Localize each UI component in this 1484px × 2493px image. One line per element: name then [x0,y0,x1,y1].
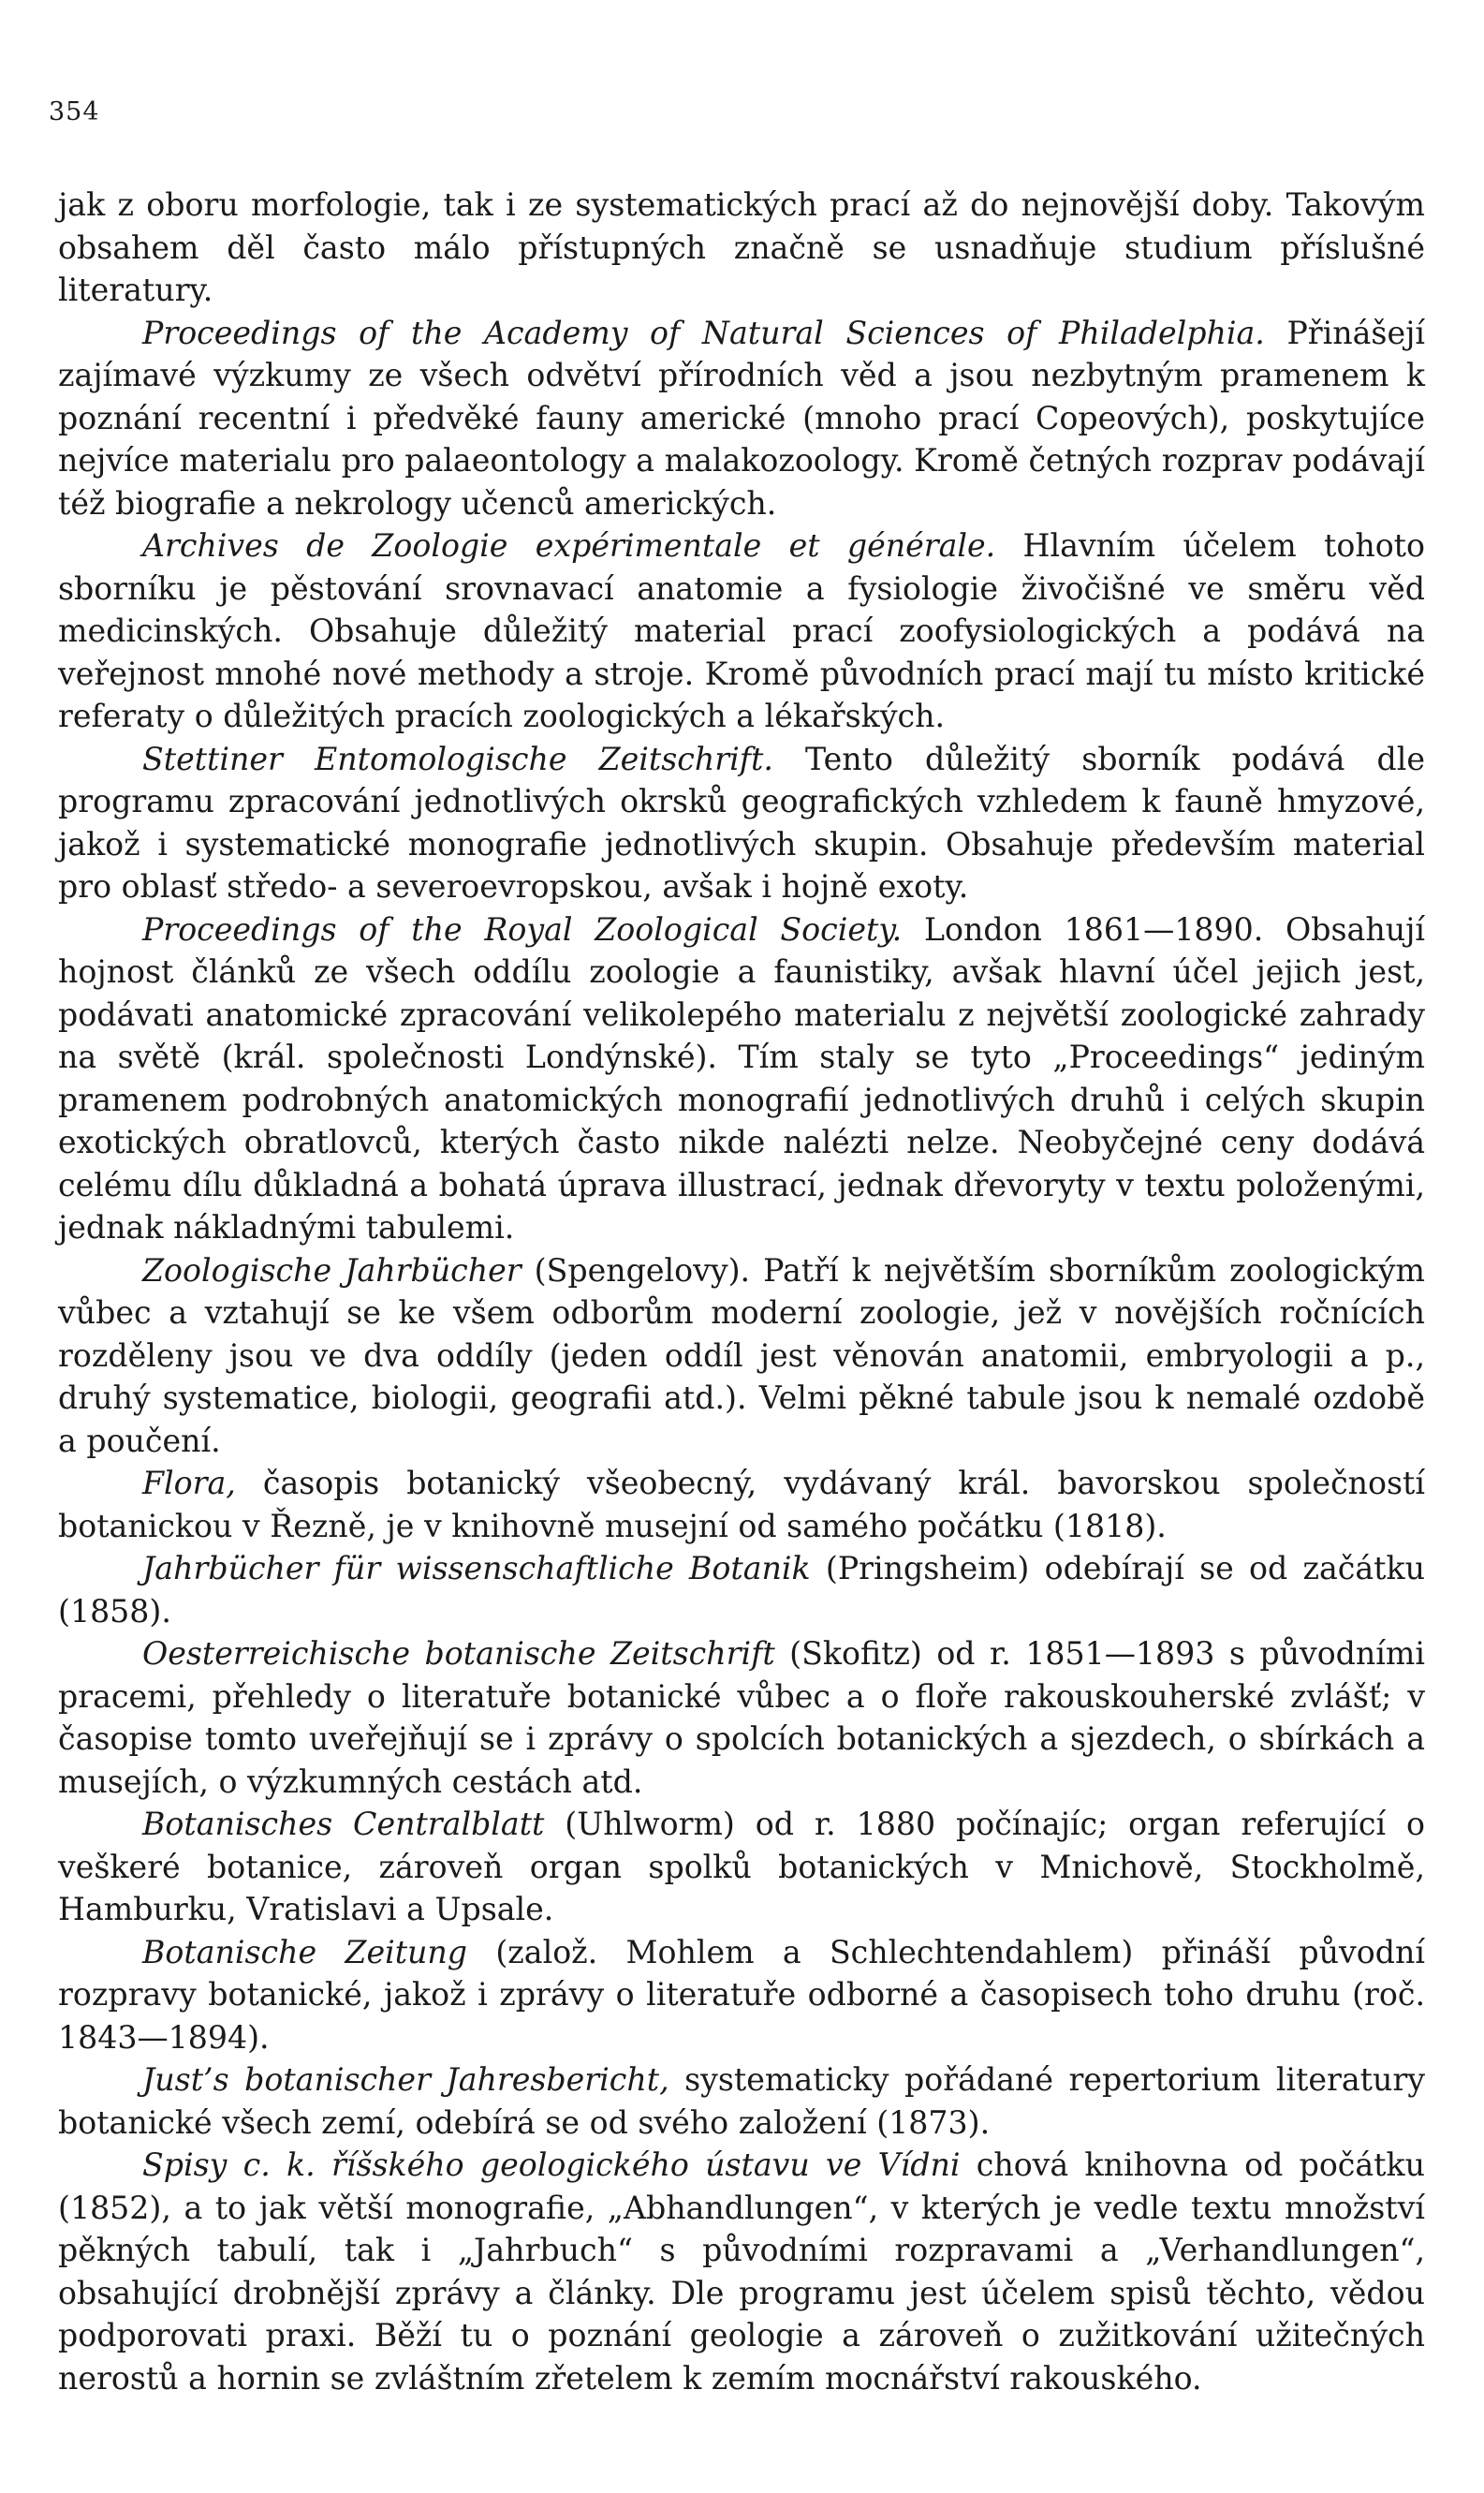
paragraph-stettiner-zeitschrift [58,738,1425,908]
paragraph-zoologische-jahrbucher [58,1249,1425,1463]
paragraph-archives-zoologie [58,524,1425,738]
paragraph-text: London 1861—1890. Obsahují hojnost článků ze všech oddílu zoologie a faunistiky, avšak hlavní účel jejich jest, podávati anatomické zpracování velikolepého materialu z největší zoologické zahrady na světě (král. společnosti Londýnské). Tím staly se tyto „Proceedings“ jediným pramenem podrobných anatomických monografií jednotlivých druhů i celých skupin exotických obratlovců, kterých často nikde nalézti nelze. Neobyčejné ceny dodává celému dílu důkladná a bohatá úprava illustrací, jednak dřevoryty v textu položenými, jednak nákladnými tabulemi. [58,910,1425,1246]
paragraph-text: systematicky pořádané repertorium literatury botanické všech zemí, odebírá se od svého založení (1873). [58,2061,1425,2141]
body-text [58,184,1425,2399]
publication-title: Just’s botanischer Jahresbericht, [142,2061,669,2098]
publication-title: Stettiner Entomologische Zeitschrift. [142,740,773,777]
paragraph-text: chová knihovna od počátku (1852), a to jak větší monografie, „Abhandlungen“, v kterých je vedle textu množství pěkných tabulí, tak i „Jahrbuch“ s původními rozpravami a „Verhandlungen“, obsahující drobnější zprávy a články. Dle programu jest účelem spisů těchto, vědou podporovati praxi. Běží tu o poznání geologie a zároveň o zužitkování užitečných nerostů a hornin se zvláštním zřetelem k zemím mocnářství rakouského. [58,2146,1425,2397]
publication-title: Archives de Zoologie expérimentale et générale. [142,527,996,564]
paragraph-geologischer-ustav [58,2144,1425,2399]
paragraph-botanische-zeitung [58,1931,1425,2059]
paragraph-text: Přinášejí zajímavé výzkumy ze všech odvětví přírodních věd a jsou nezbytným pramenem k poznání recentní i předvěké fauny americké (mnoho prací Copeových), poskytujíce nejvíce materialu pro palaeontology a malakozoology. Kromě četných rozprav podávají též biografie a nekrology učenců amerických. [58,314,1425,522]
paragraph-text: Tento důležitý sborník podává dle programu zpracování jednotlivých okrsků geografických vzhledem k fauně hmyzové, jakož i systematické monografie jednotlivých skupin. Obsahuje především material pro oblasť středo- a severoevropskou, avšak i hojně exoty. [58,740,1425,905]
publication-title: Botanische Zeitung [142,1933,468,1970]
publication-title: Oesterreichische botanische Zeitschrift [142,1635,775,1672]
paragraph-text: (založ. Mohlem a Schlechtendahlem) přináší původní rozpravy botanické, jakož i zprávy o literatuře odborné a časopisech toho druhu (roč. 1843—1894). [58,1933,1425,2056]
publication-title: Jahrbücher für wissenschaftliche Botanik [142,1550,811,1586]
paragraph-text: jak z oboru morfologie, tak i ze systematických prací až do nejnovější doby. Takovým obsahem děl často málo přístupných značně se usnadňuje studium příslušné literatury. [58,186,1425,308]
paragraph-philadelphia-proceedings [58,312,1425,525]
paragraph-text: (Spengelovy). Patří k největším sborníkům zoologickým vůbec a vztahují se ke všem odborům moderní zoologie, jež v novějších ročnících rozděleny jsou ve dva oddíly (jeden oddíl jest věnován anatomii, embryologii a p., druhý systematice, biologii, geografii atd.). Velmi pěkné tabule jsou k nemalé ozdobě a poučení. [58,1251,1425,1459]
publication-title: Botanisches Centralblatt [142,1806,545,1842]
paragraph-botanisches-centralblatt [58,1803,1425,1931]
paragraph-text: Hlavním účelem tohoto sborníku je pěstování srovnavací anatomie a fysiologie živočišné ve směru věd medicinských. Obsahuje důležitý material prací zoofysiologických a podává na veřejnost mnohé nové methody a stroje. Kromě původních prací mají tu místo kritické referaty o důležitých pracích zoologických a lékařských. [58,527,1425,734]
publication-title: Spisy c. k. říšského geologického ústavu ve Vídni [142,2146,961,2183]
paragraph-justs-jahresbericht [58,2058,1425,2144]
paragraph-text: časopis botanický všeobecný, vydávaný král. bavorskou společností botanickou v Řezně, je v knihovně musejní od samého počátku (1818). [58,1465,1425,1544]
paragraph-oesterreichische-zeitschrift [58,1632,1425,1803]
paragraph-royal-zoological-society [58,908,1425,1249]
paragraph-text: (Skofitz) od r. 1851—1893 s původními pracemi, přehledy o literatuře botanické vůbec a o floře rakouskouherské zvlášť; v časopise tomto uveřejňují se i zprávy o spolcích botanických a sjezdech, o sbírkách a musejích, o výzkumných cestách atd. [58,1635,1425,1800]
paragraph-continuation [58,184,1425,312]
paragraph-text: (Pringsheim) odebírají se od začátku (1858). [58,1550,1426,1630]
publication-title: Proceedings of the Royal Zoological Society. [142,910,903,948]
publication-title: Proceedings of the Academy of Natural Sciences of Philadelphia. [142,314,1265,351]
publication-title: Flora, [142,1465,236,1501]
publication-title: Zoologische Jahrbücher [142,1251,522,1289]
paragraph-text: (Uhlworm) od r. 1880 počínajíc; organ referující o veškeré botanice, zároveň organ spolků botanických v Mnichově, Stockholmě, Hamburku, Vratislavi a Upsale. [58,1806,1425,1927]
page-number: 354 [49,97,100,126]
paragraph-jahrbucher-botanik [58,1547,1425,1632]
paragraph-flora [58,1462,1425,1547]
